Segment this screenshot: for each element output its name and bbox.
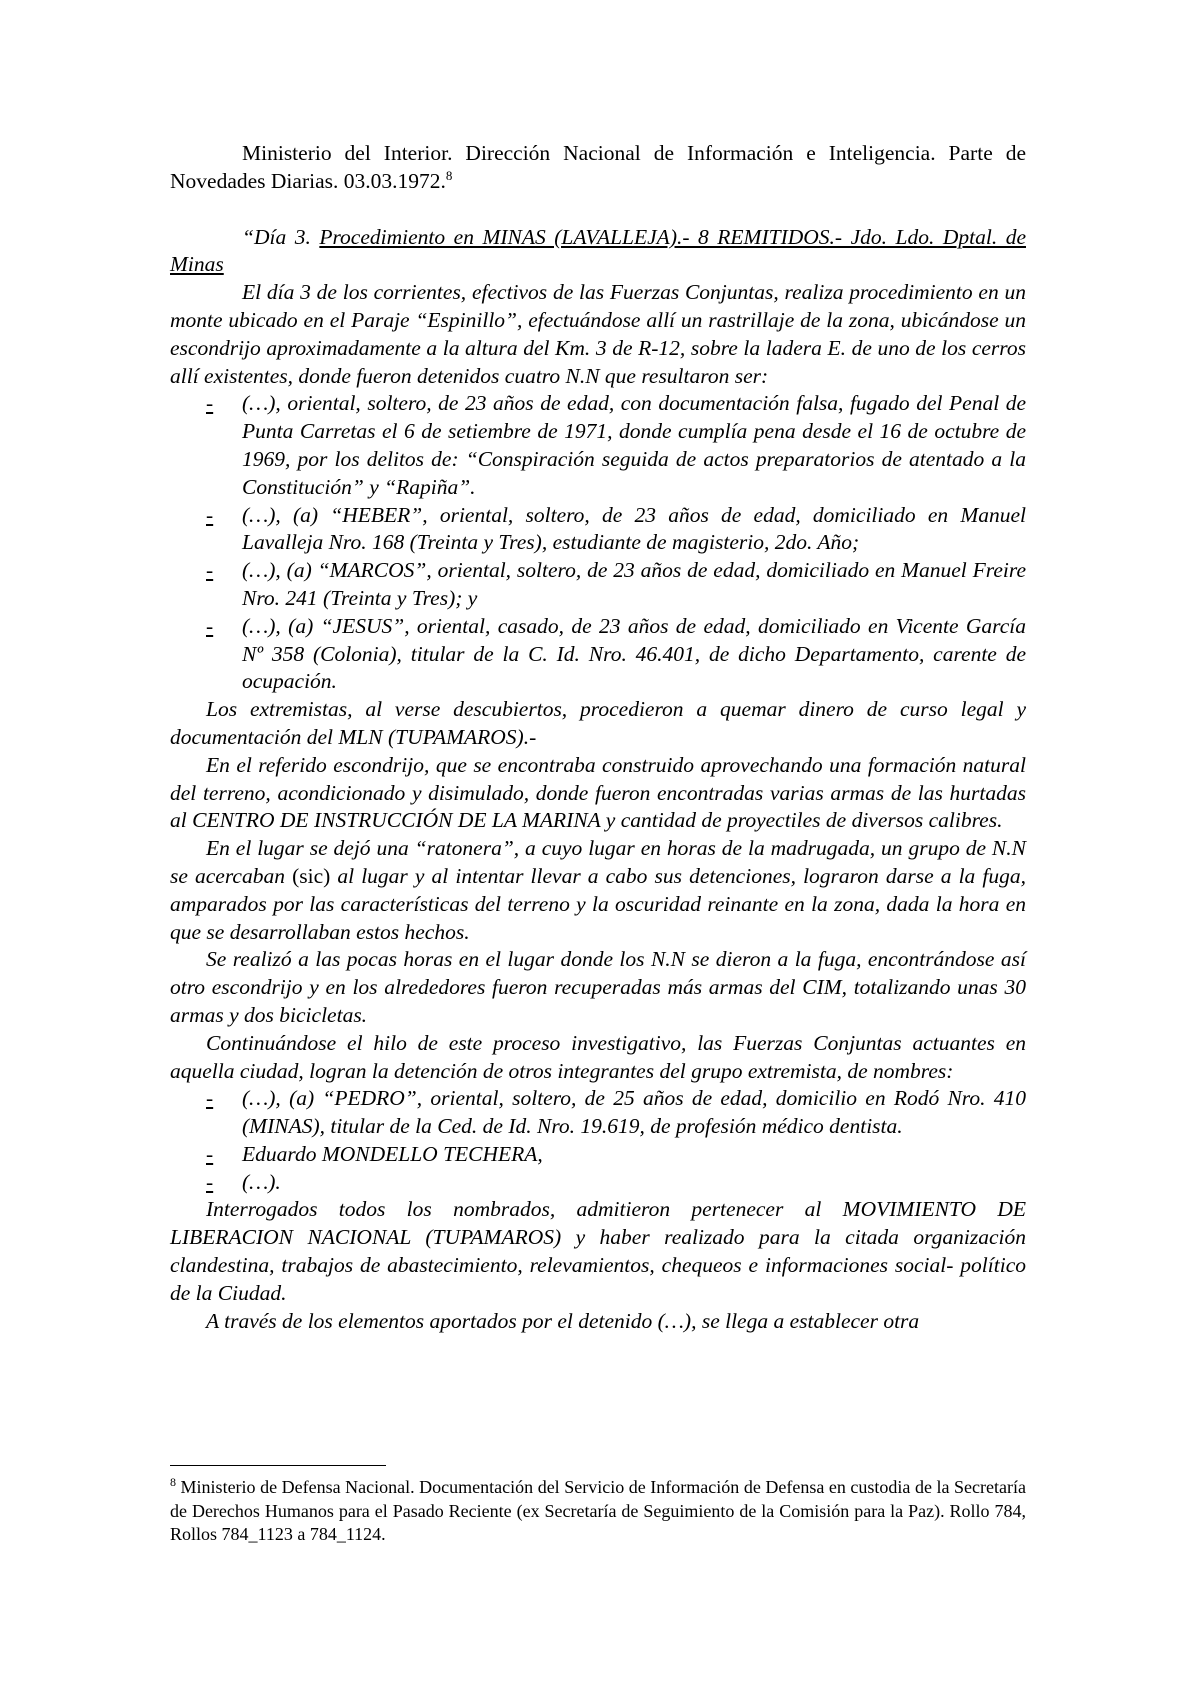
paragraph-8: A través de los elementos aportados por el detenido (…), se llega a establecer otra (206, 1308, 920, 1333)
sic-note: (sic) (292, 863, 331, 888)
detainee-text: (…), oriental, soltero, de 23 años de edad, con documentación falsa, fugado del Penal de Punta Carretas el 6 de setiembre de 1971, donde cumplía pena desde el 16 de octubre de 1969, por los delitos de: “Conspiración seguida de actos preparatorios de atentado a la Constitución” y “Rapiña”. (242, 391, 1026, 499)
member-item-2 (170, 1141, 1026, 1169)
paragraph-7: Interrogados todos los nombrados, admitieron pertenecer al MOVIMIENTO DE LIBERACION NACIONAL (TUPAMAROS) y haber realizado para la citada organización clandestina, trabajos de abastecimiento, relevamientos, chequeos e informaciones social- político de la Ciudad. (170, 1197, 1026, 1305)
entry-heading-text: Procedimiento en MINAS (LAVALLEJA).- 8 REMITIDOS.- Jdo. Ldo. Dptal. de Minas (170, 224, 1026, 277)
spacer (170, 196, 1026, 224)
member-item-3 (170, 1169, 1026, 1197)
member-text: (…). (242, 1169, 281, 1194)
bullet-dash: - (206, 1086, 214, 1111)
entry-heading (170, 224, 1026, 280)
footnote-text: Ministerio de Defensa Nacional. Documentación del Servicio de Información de Defensa en custodia de la Secretaría de Derechos Humanos para el Pasado Reciente (ex Secretaría de Seguimiento de la Comisión para la Paz). Rollo 784, Rollos 784_1123 a 784_1124. (170, 1477, 1026, 1544)
member-item-1 (170, 1085, 1026, 1141)
member-text: Eduardo MONDELLO TECHERA, (242, 1141, 543, 1166)
footnote (170, 1476, 1026, 1547)
footnote-separator (170, 1465, 386, 1466)
paragraph-2: Los extremistas, al verse descubiertos, procedieron a quemar dinero de curso legal y documentación del MLN (TUPAMAROS).- (170, 697, 1026, 749)
paragraph-4 (170, 835, 1026, 946)
paragraph-4-part-b: al lugar y al intentar llevar a cabo sus detenciones, lograron darse a la fuga, amparados por las características del terreno y la oscuridad reinante en la zona, dada la hora en que se desarrollaban estos hechos. (170, 863, 1026, 944)
detainee-item-3 (170, 557, 1026, 613)
detainee-text: (…), (a) “JESUS”, oriental, casado, de 23 años de edad, domiciliado en Vicente García Nº 358 (Colonia), titular de la C. Id. Nro. 46.401, de dicho Departamento, carente de ocupación. (242, 613, 1026, 694)
paragraph-6: Continuándose el hilo de este proceso investigativo, las Fuerzas Conjuntas actuantes en aquella ciudad, logran la detención de otros integrantes del grupo extremista, de nombres: (170, 1030, 1026, 1083)
document-body (170, 140, 1026, 1335)
bullet-dash: - (206, 1169, 214, 1194)
detainee-item-4 (170, 613, 1026, 696)
footnote-ref: 8 (445, 167, 453, 183)
source-line (170, 140, 1026, 196)
bullet-dash: - (206, 502, 214, 527)
detainee-item-2 (170, 502, 1026, 558)
paragraph-4-part-a: En el lugar se dejó una “ratonera”, a cuyo lugar en horas de la madrugada, un grupo de N.N se acercaban (170, 836, 1026, 888)
bullet-dash: - (206, 558, 214, 583)
bullet-dash: - (206, 1141, 214, 1166)
detainee-text: (…), (a) “HEBER”, oriental, soltero, de 23 años de edad, domiciliado en Manuel Lavalleja Nro. 168 (Treinta y Tres), estudiante de magisterio, 2do. Año; (242, 502, 1026, 555)
source-text: Ministerio del Interior. Dirección Nacional de Información e Inteligencia. Parte de Novedades Diarias. 03.03.1972. (170, 141, 1026, 193)
bullet-dash: - (206, 613, 214, 638)
bullet-dash: - (206, 391, 214, 416)
detainee-text: (…), (a) “MARCOS”, oriental, soltero, de 23 años de edad, domiciliado en Manuel Freire Nro. 241 (Treinta y Tres); y (242, 558, 1026, 610)
member-text: (…), (a) “PEDRO”, oriental, soltero, de 25 años de edad, domicilio en Rodó Nro. 410 (MINAS), titular de la Ced. de Id. Nro. 19.619, de profesión médico dentista. (242, 1086, 1026, 1139)
paragraph-5: Se realizó a las pocas horas en el lugar donde los N.N se dieron a la fuga, encontrándose así otro escondrijo y en los alrededores fueron recuperadas más armas del CIM, totalizando unas 30 armas y dos bicicletas. (170, 947, 1026, 1027)
paragraph-3: En el referido escondrijo, que se encontraba construido aprovechando una formación natural del terreno, acondicionado y disimulado, donde fueron encontradas varias armas de las hurtadas al CENTRO DE INSTRUCCIÓN DE LA MARINA y cantidad de proyectiles de diversos calibres. (170, 752, 1026, 833)
detainee-item-1 (170, 390, 1026, 501)
entry-day: “Día 3. (242, 224, 320, 249)
footnote-number: 8 (170, 1475, 176, 1489)
paragraph-1: El día 3 de los corrientes, efectivos de las Fuerzas Conjuntas, realiza procedimiento en un monte ubicado en el Paraje “Espinillo”, efectuándose allí un rastrillaje de la zona, ubicándose un escondrijo aproximadamente a la altura del Km. 3 de R-12, sobre la ladera E. de uno de los cerros allí existentes, donde fueron detenidos cuatro N.N que resultaron ser: (170, 280, 1026, 388)
